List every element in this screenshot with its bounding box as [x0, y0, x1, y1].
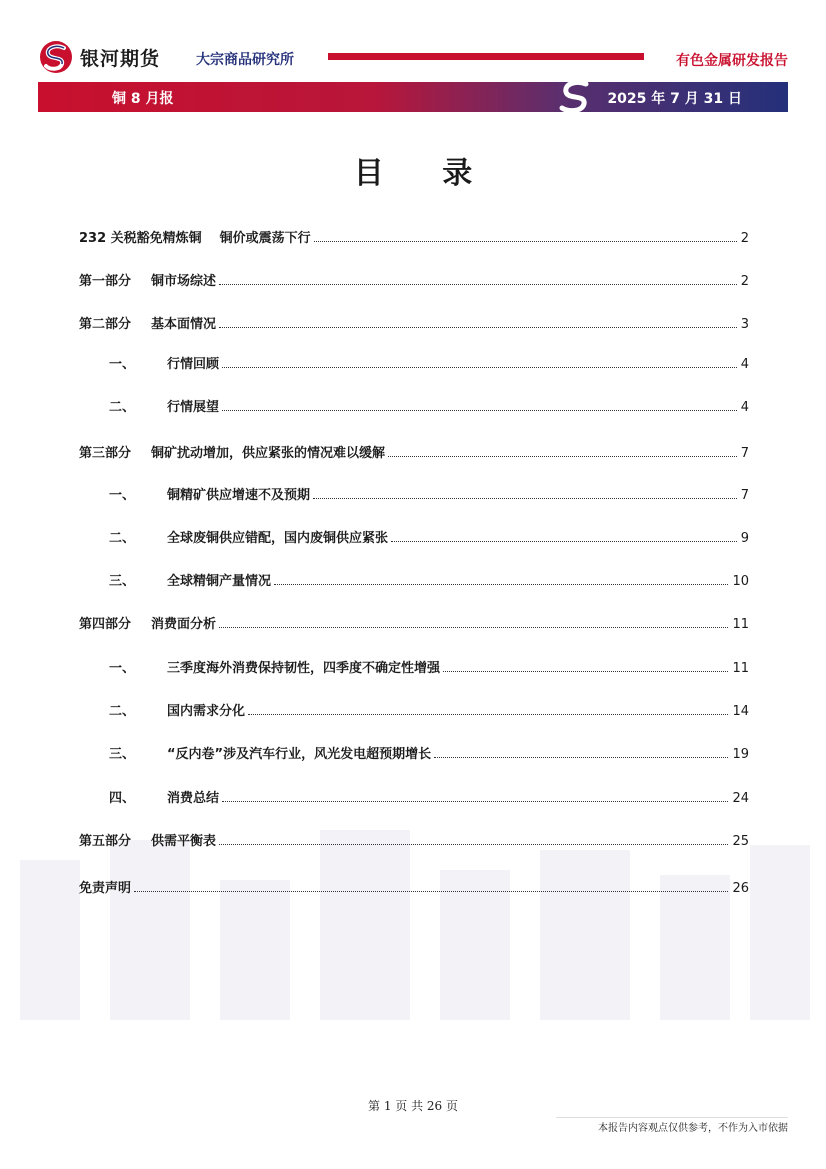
header-red-bar [328, 53, 644, 60]
toc-entry[interactable] [79, 616, 749, 634]
toc-entry-number: 二、 [109, 531, 136, 546]
toc-entry-number: 第一部分 [79, 274, 132, 289]
toc-leader-dots [443, 671, 728, 672]
toc-entry-page: 7 [740, 488, 749, 503]
toc-entry-label: 全球废铜供应错配，国内废铜供应紧张 [167, 531, 389, 546]
toc-entry[interactable] [79, 356, 749, 374]
toc-entry-page: 26 [732, 881, 749, 896]
toc-entry[interactable] [79, 445, 749, 463]
toc-leader-dots [314, 241, 737, 242]
toc-entry-page: 24 [732, 791, 749, 806]
toc-entry-number: 一、 [109, 488, 136, 503]
toc-entry-page: 11 [732, 661, 749, 676]
toc-entry-label: 铜价或震荡下行 [219, 231, 311, 246]
toc-entry[interactable] [79, 660, 749, 678]
toc-entry-number: 三、 [109, 747, 136, 762]
toc-entry-label: 国内需求分化 [167, 704, 246, 719]
toc-entry[interactable] [79, 487, 749, 505]
toc-entry-number: 一、 [109, 661, 136, 676]
toc-entry-page: 7 [740, 446, 749, 461]
institute-name: 大宗商品研究所 [196, 52, 294, 68]
swirl-logo-icon [556, 80, 596, 114]
toc-leader-dots [222, 801, 728, 802]
toc-entry-label: 铜精矿供应增速不及预期 [167, 488, 311, 503]
toc-leader-dots [222, 367, 737, 368]
header-band [38, 82, 788, 112]
toc-leader-dots [313, 498, 737, 499]
toc-entry[interactable] [79, 790, 749, 808]
toc-entry-label: 行情回顾 [167, 357, 220, 372]
toc-entry-label: 供需平衡表 [151, 834, 217, 849]
toc-entry-label: 基本面情况 [151, 317, 217, 332]
toc-entry-number: 二、 [109, 400, 136, 415]
toc-entry-page: 2 [740, 274, 749, 289]
toc-entry-label: 消费面分析 [151, 617, 217, 632]
toc-entry-label: 行情展望 [167, 400, 220, 415]
toc-entry-label: “反内卷”涉及汽车行业，风光发电超预期增长 [167, 747, 432, 762]
toc-leader-dots [219, 627, 728, 628]
toc-entry-label: 全球精铜产量情况 [167, 574, 272, 589]
toc-leader-dots [434, 757, 728, 758]
toc-entry[interactable] [79, 316, 749, 334]
toc-entry-label: 三季度海外消费保持韧性，四季度不确定性增强 [167, 661, 441, 676]
brand-name: 银河期货 [80, 48, 161, 70]
toc-entry-number: 第五部分 [79, 834, 132, 849]
toc-entry-label: 铜矿扰动增加，供应紧张的情况难以缓解 [151, 446, 386, 461]
toc-entry[interactable] [79, 880, 749, 898]
toc-title: 目 录 [353, 156, 497, 191]
toc-leader-dots [388, 456, 737, 457]
toc-entry-number: 一、 [109, 357, 136, 372]
toc-entry-page: 19 [732, 747, 749, 762]
toc-entry-page: 11 [732, 617, 749, 632]
toc-entry[interactable] [79, 833, 749, 851]
footer-disclaimer: 本报告内容观点仅供参考，不作为入市依据 [598, 1123, 788, 1134]
toc-entry[interactable] [79, 573, 749, 591]
toc-entry-label: 免责声明 [79, 881, 132, 896]
toc-leader-dots [274, 584, 728, 585]
toc-entry-page: 3 [740, 317, 749, 332]
report-name: 铜 8 月报 [112, 91, 174, 107]
toc-entry-page: 25 [732, 834, 749, 849]
toc-leader-dots [248, 714, 728, 715]
footer-divider [556, 1117, 788, 1118]
toc-leader-dots [219, 284, 737, 285]
toc-entry-number: 第三部分 [79, 446, 132, 461]
page-number: 第 1 页 共 26 页 [368, 1099, 458, 1113]
toc-leader-dots [391, 541, 737, 542]
toc-entry-number: 四、 [109, 791, 136, 806]
toc-entry-number: 三、 [109, 574, 136, 589]
toc-entry-label: 铜市场综述 [151, 274, 217, 289]
toc-entry-page: 2 [740, 231, 749, 246]
toc-entry[interactable] [79, 703, 749, 721]
toc-entry-page: 4 [740, 357, 749, 372]
toc-leader-dots [219, 327, 737, 328]
toc-entry[interactable] [79, 530, 749, 548]
toc-entry-number: 二、 [109, 704, 136, 719]
toc-entry[interactable] [79, 273, 749, 291]
galaxy-futures-logo-icon [38, 40, 74, 74]
toc-entry-page: 9 [740, 531, 749, 546]
toc-entry-page: 4 [740, 400, 749, 415]
toc-entry[interactable] [79, 230, 749, 248]
report-date: 2025 年 7 月 31 日 [607, 91, 742, 107]
report-type: 有色金属研发报告 [676, 53, 788, 69]
toc-leader-dots [222, 410, 737, 411]
toc-entry-number: 第二部分 [79, 317, 132, 332]
toc-entry-page: 14 [732, 704, 749, 719]
toc-entry[interactable] [79, 746, 749, 764]
toc-entry-number: 第四部分 [79, 617, 132, 632]
toc-entry-page: 10 [732, 574, 749, 589]
toc-entry[interactable] [79, 399, 749, 417]
toc-entry-label: 消费总结 [167, 791, 220, 806]
toc-leader-dots [219, 844, 728, 845]
toc-entry-heading: 232 关税豁免精炼铜 [79, 231, 202, 246]
toc-leader-dots [134, 891, 728, 892]
